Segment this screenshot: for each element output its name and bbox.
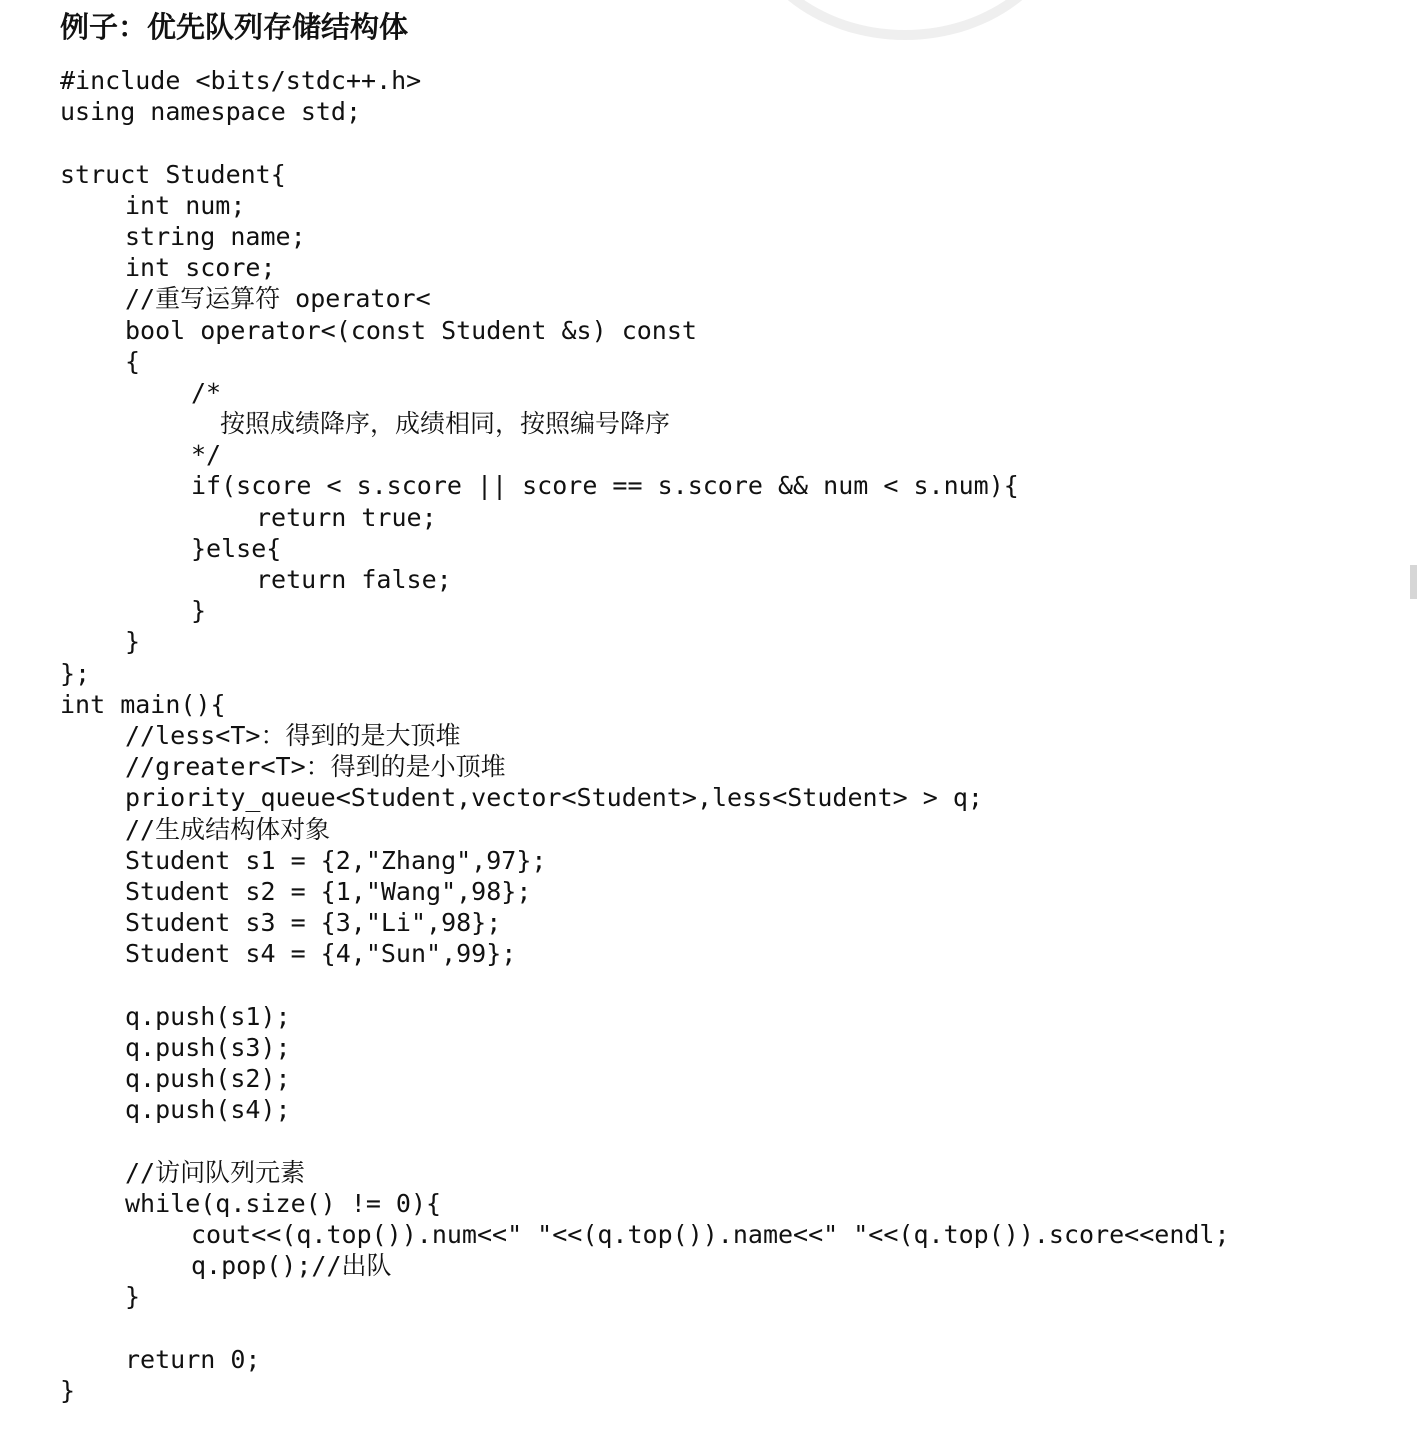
code-line: Student s3 = {3,"Li",98}; [125, 908, 502, 938]
code-line: Student s1 = {2,"Zhang",97}; [125, 845, 547, 875]
code-comment: //生成结构体对象 [125, 814, 331, 844]
code-line: q.push(s1); [125, 1001, 291, 1031]
code-line: while(q.size() != 0){ [125, 1188, 442, 1218]
code-line: return 0; [125, 1344, 261, 1374]
code-line: }; [60, 658, 91, 688]
code-line: int main(){ [60, 689, 226, 719]
code-line: } [125, 627, 141, 657]
code-line: cout<<(q.top()).num<<" "<<(q.top()).name<<" "<<(q.top()).score<<endl; [191, 1219, 1230, 1249]
blank-line [60, 1313, 1230, 1344]
code-line: } [191, 596, 207, 626]
code-line: } [60, 1375, 76, 1405]
code-line: priority_queue<Student,vector<Student>,less<Student> > q; [125, 783, 983, 813]
code-line: if(score < s.score || score == s.score && num < s.num){ [191, 471, 1019, 501]
code-comment: /* [191, 377, 222, 407]
right-edge-marker [1410, 565, 1417, 599]
code-comment: */ [191, 440, 222, 470]
code-line: } [125, 1282, 141, 1312]
code-line: Student s4 = {4,"Sun",99}; [125, 939, 517, 969]
code-line: }else{ [191, 533, 282, 563]
code-line: Student s2 = {1,"Wang",98}; [125, 876, 532, 906]
code-line: bool operator<(const Student &s) const [125, 315, 697, 345]
background-watermark-arc [740, 0, 1070, 40]
code-line: q.push(s4); [125, 1095, 291, 1125]
code-comment: //重写运算符 operator< [125, 284, 431, 314]
code-line: #include <bits/stdc++.h> [60, 66, 422, 95]
code-line: return true; [256, 502, 437, 532]
code-line: int score; [125, 253, 276, 283]
code-comment: //访问队列元素 [125, 1157, 306, 1187]
code-line: return false; [256, 565, 452, 594]
blank-line [60, 969, 1230, 1000]
code-line: q.pop();//出队 [191, 1251, 392, 1281]
code-line: q.push(s2); [125, 1064, 291, 1093]
code-line: { [125, 346, 141, 376]
code-line: using namespace std; [60, 97, 362, 127]
code-line: q.push(s3); [125, 1032, 291, 1062]
code-comment: //greater<T>：得到的是小顶堆 [125, 752, 506, 782]
page-title: 例子：优先队列存储结构体 [60, 10, 409, 44]
code-block [60, 65, 1230, 1406]
code-line: string name; [125, 221, 306, 251]
code-comment: 按照成绩降序，成绩相同，按照编号降序 [220, 409, 671, 439]
code-line: struct Student{ [60, 159, 286, 189]
code-line: int num; [125, 190, 246, 220]
blank-line [60, 1125, 1230, 1156]
code-comment: //less<T>：得到的是大顶堆 [125, 720, 461, 750]
blank-line [60, 127, 1230, 158]
